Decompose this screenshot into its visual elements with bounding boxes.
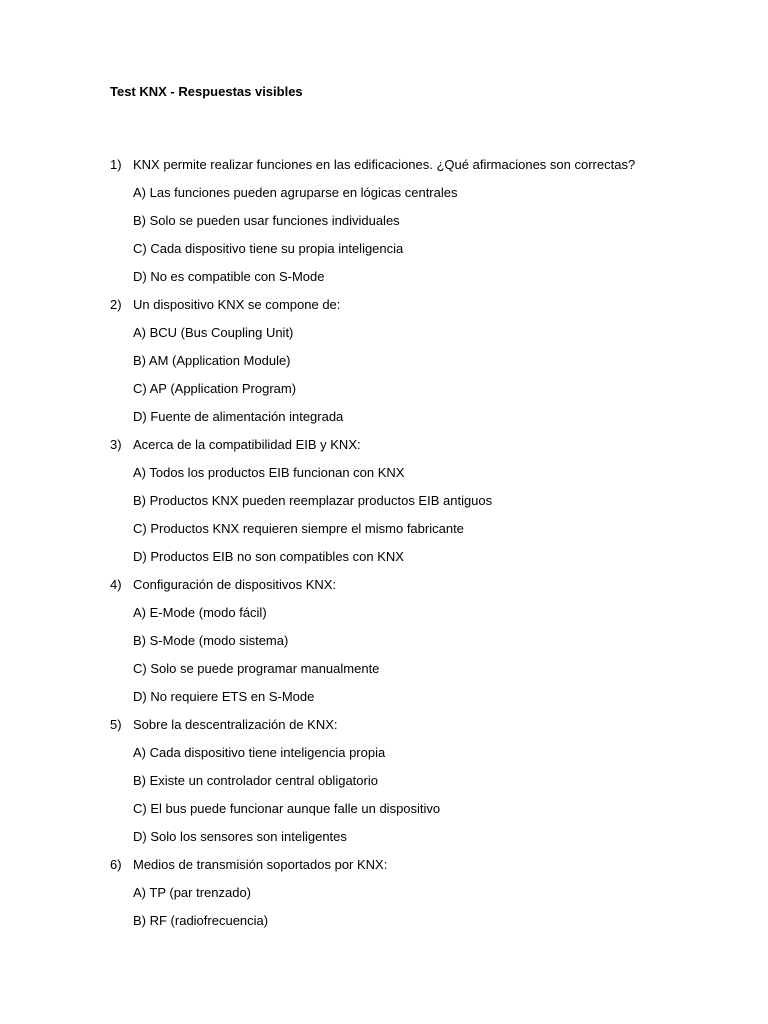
question-list [0, 157, 768, 941]
question-5-option-d [0, 829, 768, 857]
option-text: B) Existe un controlador central obligatorio [133, 773, 378, 788]
option-text: D) Solo los sensores son inteligentes [133, 829, 347, 844]
question-2-option-a [0, 325, 768, 353]
option-text: A) Todos los productos EIB funcionan con KNX [133, 465, 405, 480]
question-3-option-a [0, 465, 768, 493]
option-text: D) No requiere ETS en S-Mode [133, 689, 315, 704]
question-3-option-b [0, 493, 768, 521]
document-title: Test KNX - Respuestas visibles [110, 84, 303, 99]
question-6-option-b [0, 913, 768, 941]
question-text: Acerca de la compatibilidad EIB y KNX: [133, 437, 361, 452]
option-text: B) AM (Application Module) [133, 353, 291, 368]
question-number: 3) [110, 437, 122, 452]
option-text: A) BCU (Bus Coupling Unit) [133, 325, 294, 340]
option-text: D) Productos EIB no son compatibles con KNX [133, 549, 404, 564]
question-1-option-b [0, 213, 768, 241]
question-2 [0, 297, 768, 325]
question-number: 2) [110, 297, 122, 312]
question-5-option-c [0, 801, 768, 829]
question-text: Medios de transmisión soportados por KNX: [133, 857, 388, 872]
option-text: A) TP (par trenzado) [133, 885, 252, 900]
option-text: D) No es compatible con S-Mode [133, 269, 325, 284]
option-text: C) Productos KNX requieren siempre el mismo fabricante [133, 521, 464, 536]
question-number: 5) [110, 717, 122, 732]
question-5-option-b [0, 773, 768, 801]
question-text: Sobre la descentralización de KNX: [133, 717, 338, 732]
question-text: KNX permite realizar funciones en las edificaciones. ¿Qué afirmaciones son correctas? [133, 157, 636, 172]
question-1-option-a [0, 185, 768, 213]
option-text: B) Solo se pueden usar funciones individuales [133, 213, 400, 228]
question-6-option-a [0, 885, 768, 913]
question-5 [0, 717, 768, 745]
option-text: C) Solo se puede programar manualmente [133, 661, 380, 676]
question-4-option-b [0, 633, 768, 661]
question-number: 4) [110, 577, 122, 592]
question-2-option-b [0, 353, 768, 381]
question-5-option-a [0, 745, 768, 773]
option-text: B) RF (radiofrecuencia) [133, 913, 269, 928]
question-2-option-c [0, 381, 768, 409]
option-text: B) Productos KNX pueden reemplazar productos EIB antiguos [133, 493, 493, 508]
option-text: B) S-Mode (modo sistema) [133, 633, 289, 648]
question-text: Configuración de dispositivos KNX: [133, 577, 337, 592]
option-text: C) Cada dispositivo tiene su propia inteligencia [133, 241, 404, 256]
question-3-option-d [0, 549, 768, 577]
question-4-option-c [0, 661, 768, 689]
question-3-option-c [0, 521, 768, 549]
question-6 [0, 857, 768, 885]
question-1-option-d [0, 269, 768, 297]
question-1 [0, 157, 768, 185]
question-1-option-c [0, 241, 768, 269]
option-text: C) El bus puede funcionar aunque falle un dispositivo [133, 801, 441, 816]
question-4-option-d [0, 689, 768, 717]
question-number: 1) [110, 157, 122, 172]
question-2-option-d [0, 409, 768, 437]
option-text: A) E-Mode (modo fácil) [133, 605, 267, 620]
option-text: A) Las funciones pueden agruparse en lógicas centrales [133, 185, 458, 200]
question-number: 6) [110, 857, 122, 872]
question-4 [0, 577, 768, 605]
option-text: A) Cada dispositivo tiene inteligencia propia [133, 745, 386, 760]
option-text: C) AP (Application Program) [133, 381, 297, 396]
option-text: D) Fuente de alimentación integrada [133, 409, 344, 424]
question-4-option-a [0, 605, 768, 633]
question-text: Un dispositivo KNX se compone de: [133, 297, 341, 312]
question-3 [0, 437, 768, 465]
